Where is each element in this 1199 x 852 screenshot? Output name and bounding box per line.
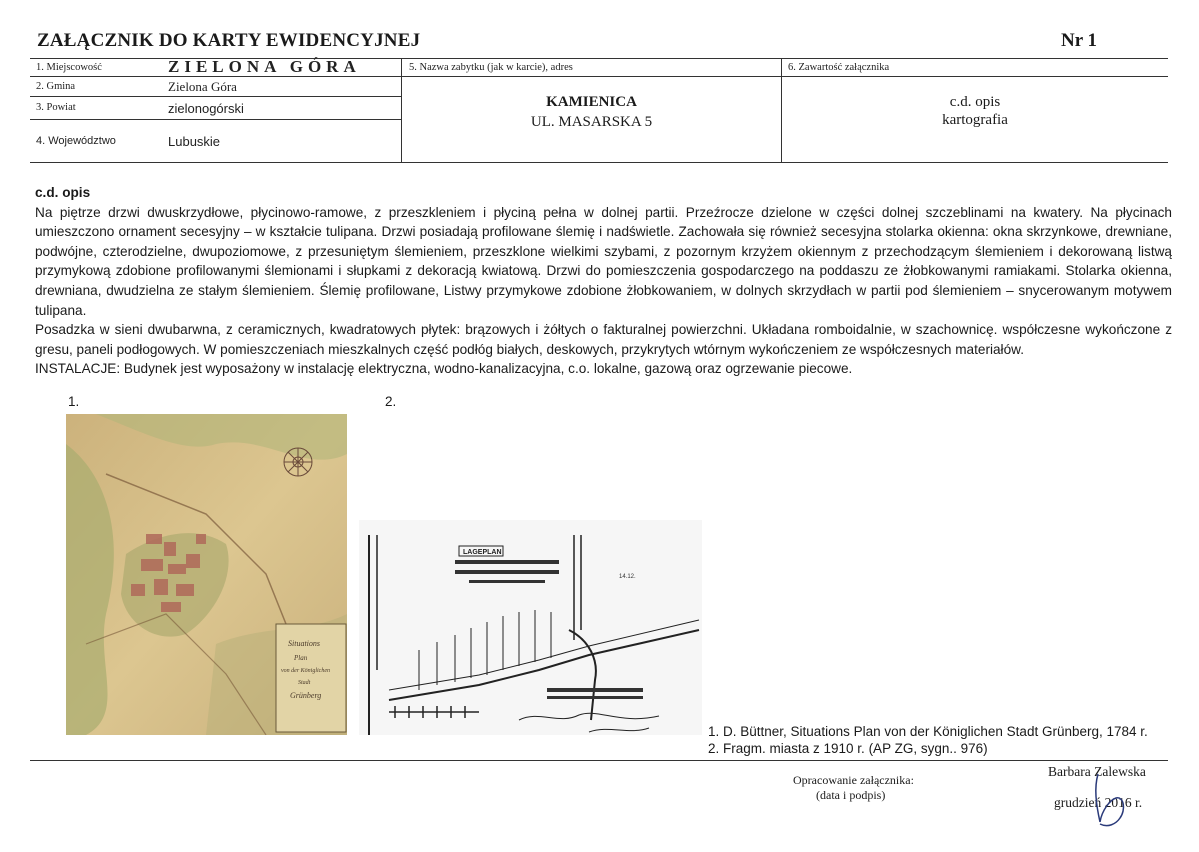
footer-separator	[30, 760, 1168, 761]
svg-text:14.12.: 14.12.	[619, 574, 636, 580]
date-signature-label: (data i podpis)	[816, 788, 886, 802]
figure-1-number: 1.	[68, 394, 80, 409]
zawartosc-label: 6. Zawartość załącznika	[788, 62, 890, 73]
nazwa-name: KAMIENICA	[546, 94, 637, 110]
powiat-value: zielonogórski	[168, 101, 244, 116]
powiat-label: 3. Powiat	[36, 102, 76, 113]
prepared-by-label: Opracowanie załącznika:	[793, 773, 914, 787]
miejscowosc-value: ZIELONA GÓRA	[168, 57, 361, 76]
figure-1-caption: 1. D. Büttner, Situations Plan von der Königlichen Stadt Grünberg, 1784 r.	[708, 724, 1148, 739]
gmina-label: 2. Gmina	[36, 81, 76, 92]
handwritten-signature	[1080, 770, 1140, 830]
zawartosc-line1: c.d. opis	[949, 94, 1001, 110]
figure-2-number: 2.	[385, 394, 397, 409]
form-row-divider	[30, 96, 402, 97]
street-plan-image	[359, 520, 702, 735]
gmina-value: Zielona Góra	[168, 79, 237, 94]
svg-text:Plan: Plan	[294, 654, 308, 662]
historical-map-image	[66, 414, 347, 735]
nazwa-address: UL. MASARSKA 5	[530, 114, 653, 130]
wojewodztwo-label: 4. Województwo	[36, 135, 116, 147]
form-header-divider	[401, 76, 1168, 77]
miejscowosc-label: 1. Miejscowość	[36, 62, 102, 73]
preparation-date: grudzień 2016 r.	[1054, 795, 1143, 810]
wojewodztwo-value: Lubuskie	[168, 134, 221, 149]
svg-text:Stadt: Stadt	[298, 680, 311, 686]
zawartosc-line2: kartografia	[942, 112, 1008, 128]
description-paragraph: Na piętrze drzwi dwuskrzydłowe, płycinowo-ramowe, z przeszkleniem i płyciną pełna w dolnej partii. Przeźrocze dzielone w części dolnej szczeblinami na kwatery. Na płycinach umieszczono ornament secesyjny – w kształcie tulipana. Drzwi posiadają profilowane ślemię i nadświetle. Zachowała się również secesyjna stolarka okienna: okna skrzynkowe, drewniane, podwójne, czterodzielne, dwupoziomowe, z przesuniętym ślemieniem, przeszklone wielkimi szybami, z pozornym krzyżem okiennym z przechodzącym ślemieniem i dekorowaną listwą przymykową zdobione profilowanymi ślemionami i słupkami z dekoracją kwiatową. Drzwi do pomieszczenia gospodarczego na poddaszu ze żłobkowanymi ramiakami. Stolarka okienna, drewniana, dwudzielna ze stałym ślemieniem. Ślemię profilowane, Listwy przymykowe zdobione żłobkowaniem, w dolnych skrzydłach w partii pod ślemieniem – snycerowanym motywem tulipana.	[35, 204, 1172, 318]
description-heading: c.d. opis	[35, 185, 91, 200]
svg-text:Grünberg: Grünberg	[290, 691, 322, 700]
document-title: ZAŁĄCZNIK DO KARTY EWIDENCYJNEJ	[37, 30, 421, 51]
document-number: Nr 1	[1061, 30, 1098, 51]
description-body	[35, 183, 1172, 379]
description-paragraph: Posadzka w sieni dwubarwna, z ceramicznych, kwadratowych płytek: brązowych i żółtych o fakturalnej powierzchni. Układana romboidalnie, w szachownicę. współczesne wykończone z gresu, paneli podłogowych. W pomieszczeniach mieszkalnych część podłóg białych, deskowych, przykrytych wtórnym wykończeniem ze współczesnych materiałów.	[35, 322, 1172, 357]
description-paragraph: INSTALACJE: Budynek jest wyposażony w instalację elektryczna, wodno-kanalizacyjna, c.o. lokalne, gazową oraz ogrzewanie piecowe.	[35, 361, 853, 377]
svg-text:von der Königlichen: von der Königlichen	[281, 668, 330, 674]
author-name: Barbara Zalewska	[1048, 764, 1146, 779]
form-row-divider	[30, 119, 402, 120]
svg-text:Situations: Situations	[288, 639, 321, 648]
svg-text:LAGEPLAN: LAGEPLAN	[463, 549, 502, 556]
form-bottom-border	[30, 162, 1168, 163]
nazwa-label: 5. Nazwa zabytku (jak w karcie), adres	[409, 62, 573, 73]
figure-2-caption: 2. Fragm. miasta z 1910 r. (AP ZG, sygn.. 976)	[708, 741, 988, 756]
